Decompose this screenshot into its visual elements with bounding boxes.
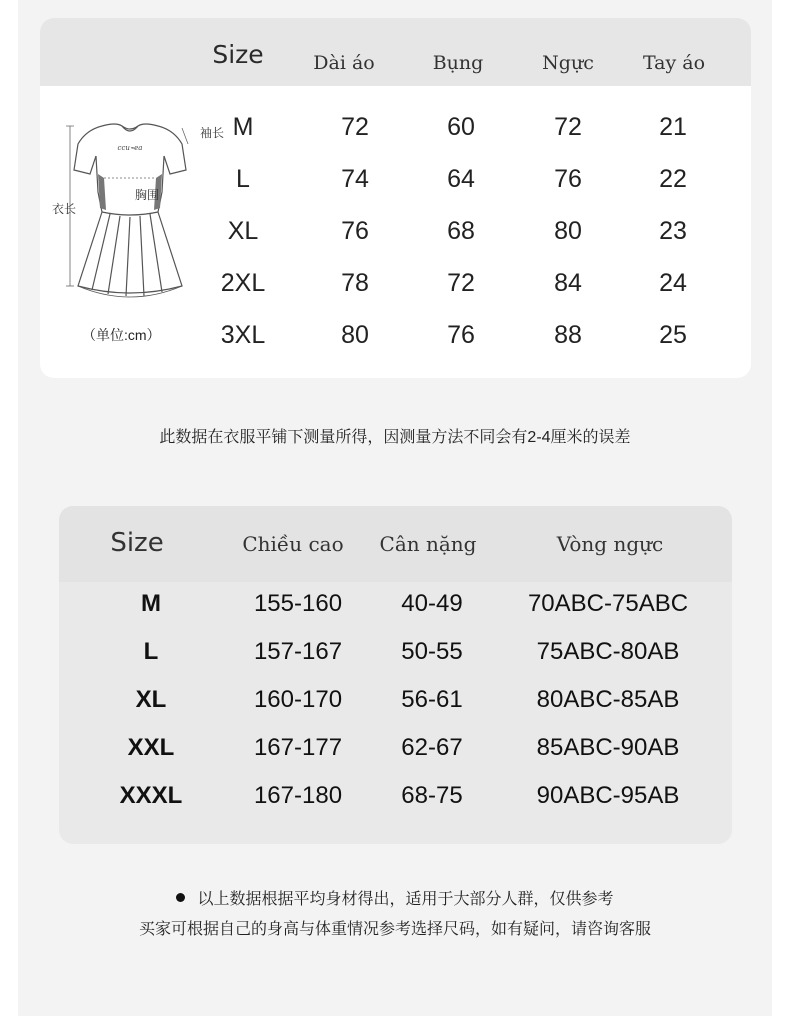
waist-cell: 76 xyxy=(447,321,475,349)
measurement-note: 此数据在衣服平铺下测量所得，因测量方法不同会有2-4厘米的误差 xyxy=(159,429,631,446)
size-cell: M xyxy=(232,113,254,141)
height-cell: 160-170 xyxy=(253,686,343,713)
body-size-table xyxy=(59,506,732,844)
size-cell: L xyxy=(236,165,250,193)
size-cell: XXXL xyxy=(119,782,183,809)
table-row xyxy=(59,638,732,686)
table-header xyxy=(40,18,751,86)
bust-cell: 75ABC-80AB xyxy=(536,638,680,665)
height-cell: 167-177 xyxy=(253,734,343,761)
bust-cell: 85ABC-90AB xyxy=(536,734,680,761)
garment-measurement-table xyxy=(40,18,751,378)
weight-cell: 56-61 xyxy=(401,686,463,713)
reference-note-line1 xyxy=(18,885,772,915)
weight-cell: 62-67 xyxy=(401,734,463,761)
reference-note-text1: 以上数据根据平均身材得出，适用于大部分人群，仅供参考 xyxy=(197,891,614,908)
bust-cell: 80ABC-85AB xyxy=(536,686,680,713)
header-chest: Ngực xyxy=(542,52,594,74)
bust-cell: 70ABC-75ABC xyxy=(527,590,689,617)
waist-cell: 60 xyxy=(447,113,475,141)
size-cell: 3XL xyxy=(220,321,266,349)
header-length: Dài áo xyxy=(313,52,375,74)
chest-label: 胸围 xyxy=(135,188,160,202)
sleeve-cell: 24 xyxy=(659,269,687,297)
sleeve-length-label: 袖长 xyxy=(200,126,225,140)
weight-cell: 50-55 xyxy=(401,638,463,665)
header-size: Size xyxy=(212,40,264,69)
length-label: 衣长 xyxy=(52,202,77,216)
size-cell: M xyxy=(141,590,161,617)
size-cell: XXL xyxy=(127,734,175,761)
svg-text:ccu⌁ea: ccu⌁ea xyxy=(117,144,143,152)
waist-cell: 64 xyxy=(447,165,475,193)
table-row xyxy=(59,590,732,638)
size-cell: XL xyxy=(135,686,167,713)
size-chart-page xyxy=(18,0,772,1016)
table-row xyxy=(59,734,732,782)
header-height: Chiều cao xyxy=(242,532,344,556)
length-cell: 78 xyxy=(341,269,369,297)
length-cell: 74 xyxy=(341,165,369,193)
weight-cell: 40-49 xyxy=(401,590,463,617)
size-cell: L xyxy=(143,638,159,665)
waist-cell: 68 xyxy=(447,217,475,245)
chest-cell: 88 xyxy=(554,321,582,349)
chest-cell: 84 xyxy=(554,269,582,297)
table-header xyxy=(59,506,732,582)
length-cell: 72 xyxy=(341,113,369,141)
header-weight: Cân nặng xyxy=(379,532,477,556)
unit-note: （单位:cm） xyxy=(82,327,161,343)
reference-note-line2: 买家可根据自己的身高与体重情况参考选择尺码，如有疑问，请咨询客服 xyxy=(138,921,651,938)
sleeve-cell: 22 xyxy=(659,165,687,193)
sleeve-cell: 25 xyxy=(659,321,687,349)
weight-cell: 68-75 xyxy=(401,782,463,809)
reference-note xyxy=(18,885,772,945)
length-cell: 76 xyxy=(341,217,369,245)
bullet-icon xyxy=(176,893,185,902)
height-cell: 157-167 xyxy=(253,638,343,665)
height-cell: 155-160 xyxy=(253,590,343,617)
header-sleeve: Tay áo xyxy=(642,52,706,74)
chest-cell: 80 xyxy=(554,217,582,245)
header-bust: Vòng ngực xyxy=(556,532,664,556)
chest-cell: 76 xyxy=(554,165,582,193)
chest-cell: 72 xyxy=(554,113,582,141)
height-cell: 167-180 xyxy=(253,782,343,809)
size-cell: XL xyxy=(227,217,259,245)
header-size: Size xyxy=(110,528,164,558)
sleeve-cell: 21 xyxy=(659,113,687,141)
table-row xyxy=(59,782,732,830)
waist-cell: 72 xyxy=(447,269,475,297)
size-cell: 2XL xyxy=(220,269,266,297)
length-cell: 80 xyxy=(341,321,369,349)
table-row xyxy=(59,686,732,734)
sleeve-cell: 23 xyxy=(659,217,687,245)
bust-cell: 90ABC-95AB xyxy=(536,782,680,809)
dress-icon xyxy=(40,118,230,318)
header-waist: Bụng xyxy=(432,52,484,74)
